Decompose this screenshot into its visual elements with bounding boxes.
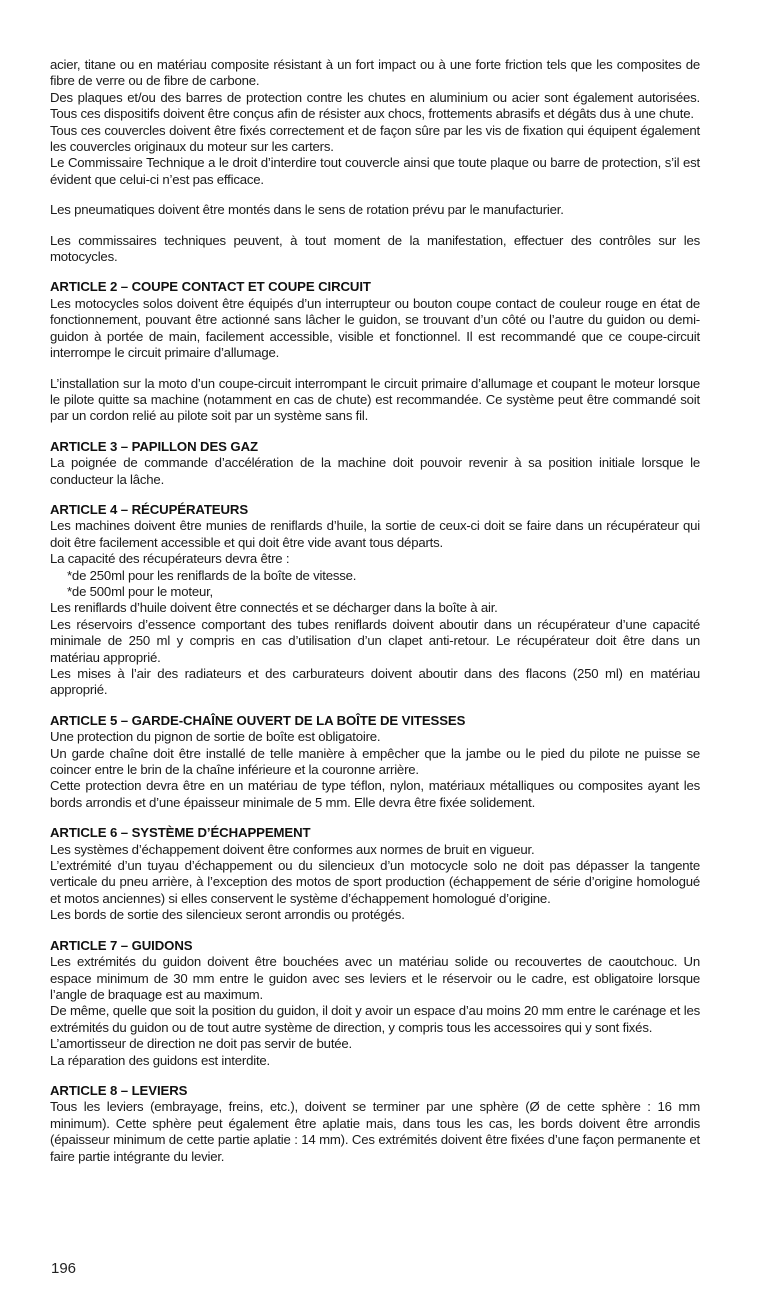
- article-4-paragraph: Les mises à l’air des radiateurs et des carburateurs doivent aboutir dans des flacons (250 ml) en matériau approprié.: [50, 666, 700, 698]
- article-3-title: ARTICLE 3 – PAPILLON DES GAZ: [50, 438, 258, 454]
- article-4: [50, 502, 700, 699]
- article-2-title: ARTICLE 2 – COUPE CONTACT ET COUPE CIRCUIT: [50, 279, 371, 295]
- article-4-list-item: *de 500ml pour le moteur,: [67, 583, 214, 599]
- article-8-paragraph: Tous les leviers (embrayage, freins, etc.), doivent se terminer par une sphère (Ø de cette sphère : 16 mm minimum). Cette sphère peut également être aplatie mais, dans tous les cas, les bords doivent être arrondis (épaisseur minimum de cette partie aplatie : 14 mm). Ces extrémités doivent être fixées d’une façon permanente et faire partie intégrante du levier.: [50, 1099, 700, 1164]
- article-8: [50, 1083, 700, 1165]
- page-number: 196: [51, 1260, 77, 1277]
- article-2-paragraph: Les motocycles solos doivent être équipés d’un interrupteur ou bouton coupe contact de couleur rouge en état de fonctionnement, pouvant être actionné sans lâcher le guidon, se trouvant d’un côté ou l’autre du guidon ou demi-guidon à portée de main, facilement accessible, visible et fonctionnel. Il est recommandé que ce coupe-circuit interrompe le circuit primaire d’allumage.: [50, 295, 700, 361]
- document-body: [50, 57, 700, 1165]
- article-7-paragraph: De même, quelle que soit la position du guidon, il doit y avoir un espace d’au moins 20 mm entre le carénage et les extrémités du guidon ou de tout autre système de direction, y compris tous les accessoires qui y sont fixés.: [50, 1003, 700, 1035]
- article-2: [50, 279, 700, 424]
- article-6-paragraph: Les bords de sortie des silencieux seront arrondis ou protégés.: [50, 907, 405, 923]
- article-4-paragraph: La capacité des récupérateurs devra être :: [50, 551, 290, 567]
- article-3: [50, 439, 700, 488]
- article-7-paragraph: L’amortisseur de direction ne doit pas servir de butée.: [50, 1036, 353, 1052]
- article-5-title: ARTICLE 5 – GARDE-CHAÎNE OUVERT DE LA BOÎTE DE VITESSES: [50, 712, 466, 728]
- article-3-paragraph: La poignée de commande d’accélération de la machine doit pouvoir revenir à sa position initiale lorsque le conducteur la lâche.: [50, 455, 700, 487]
- article-4-title: ARTICLE 4 – RÉCUPÉRATEURS: [50, 501, 249, 517]
- article-5: [50, 713, 700, 811]
- article-6-paragraph: L’extrémité d’un tuyau d’échappement ou du silencieux d’un motocycle solo ne doit pas dépasser la tangente verticale du pneu arrière, à l’exception des motos de sport production (échappement de série d’origine homologué et motos anciennes) si elles conservent le système d’échappement homologué d’origine.: [50, 858, 700, 906]
- article-7-title: ARTICLE 7 – GUIDONS: [50, 937, 193, 953]
- article-6: [50, 825, 700, 923]
- article-4-list-item: *de 250ml pour les reniflards de la boîte de vitesse.: [67, 567, 357, 583]
- intro-paragraph-3: Tous ces couvercles doivent être fixés correctement et de façon sûre par les vis de fixation qui équipent également les couvercles originaux du moteur sur les carters.: [50, 122, 700, 155]
- article-5-paragraph: Une protection du pignon de sortie de boîte est obligatoire.: [50, 729, 381, 745]
- intro-paragraph-1: acier, titane ou en matériau composite résistant à un fort impact ou à une forte friction tels que les composites de fibre de verre ou de fibre de carbone.: [50, 57, 700, 89]
- article-7-paragraph: La réparation des guidons est interdite.: [50, 1052, 270, 1068]
- article-4-paragraph: Les reniflards d’huile doivent être connectés et se décharger dans la boîte à air.: [50, 600, 498, 616]
- article-7-paragraph: Les extrémités du guidon doivent être bouchées avec un matériau solide ou recouvertes de caoutchouc. Un espace minimum de 30 mm entre le guidon avec ses leviers et le réservoir ou le cadre, est obligatoire lorsque l’angle de braquage est au maximum.: [50, 954, 700, 1002]
- article-5-paragraph: Cette protection devra être en un matériau de type téflon, nylon, matériaux métalliques ou composites ayant les bords arrondis et d’une épaisseur minimale de 5 mm. Elle devra être fixée solidement.: [50, 778, 700, 810]
- tyres-paragraph: Les pneumatiques doivent être montés dans le sens de rotation prévu par le manufacturier.: [50, 202, 564, 218]
- article-6-title: ARTICLE 6 – SYSTÈME D’ÉCHAPPEMENT: [50, 825, 311, 841]
- article-2-paragraph: L’installation sur la moto d’un coupe-circuit interrompant le circuit primaire d’allumage et coupant le moteur lorsque le pilote quitte sa machine (notamment en cas de chute) est recommandée. Ce système peut être commandé soit par un cordon relié au pilote soit par un système sans fil.: [50, 375, 700, 424]
- article-6-paragraph: Les systèmes d’échappement doivent être conformes aux normes de bruit en vigueur.: [50, 841, 535, 857]
- article-4-paragraph: Les réservoirs d’essence comportant des tubes reniflards doivent aboutir dans un récupérateur d’une capacité minimale de 250 ml y compris en cas d’utilisation d’un clapet anti-retour. Le récupérateur doit être dans un matériau approprié.: [50, 616, 700, 665]
- article-8-title: ARTICLE 8 – LEVIERS: [50, 1082, 188, 1098]
- checks-paragraph: Les commissaires techniques peuvent, à tout moment de la manifestation, effectuer des contrôles sur les motocycles.: [50, 232, 700, 265]
- intro-paragraph-4: Le Commissaire Technique a le droit d’interdire tout couvercle ainsi que toute plaque ou barre de protection, s’il est évident que celui-ci n’est pas efficace.: [50, 155, 700, 187]
- article-4-paragraph: Les machines doivent être munies de reniflards d’huile, la sortie de ceux-ci doit se faire dans un récupérateur qui doit être facilement accessible et qui doit être vide avant tous départs.: [50, 518, 700, 550]
- article-7: [50, 938, 700, 1069]
- intro-paragraph-2: Des plaques et/ou des barres de protection contre les chutes en aluminium ou acier sont également autorisées. Tous ces dispositifs doivent être conçus afin de résister aux chocs, frottements abrasifs et dégâts dus à une chute.: [50, 89, 700, 122]
- article-5-paragraph: Un garde chaîne doit être installé de telle manière à empêcher que la jambe ou le pied du pilote ne puisse se coincer entre le brin de la chaîne inférieure et la couronne arrière.: [50, 745, 700, 778]
